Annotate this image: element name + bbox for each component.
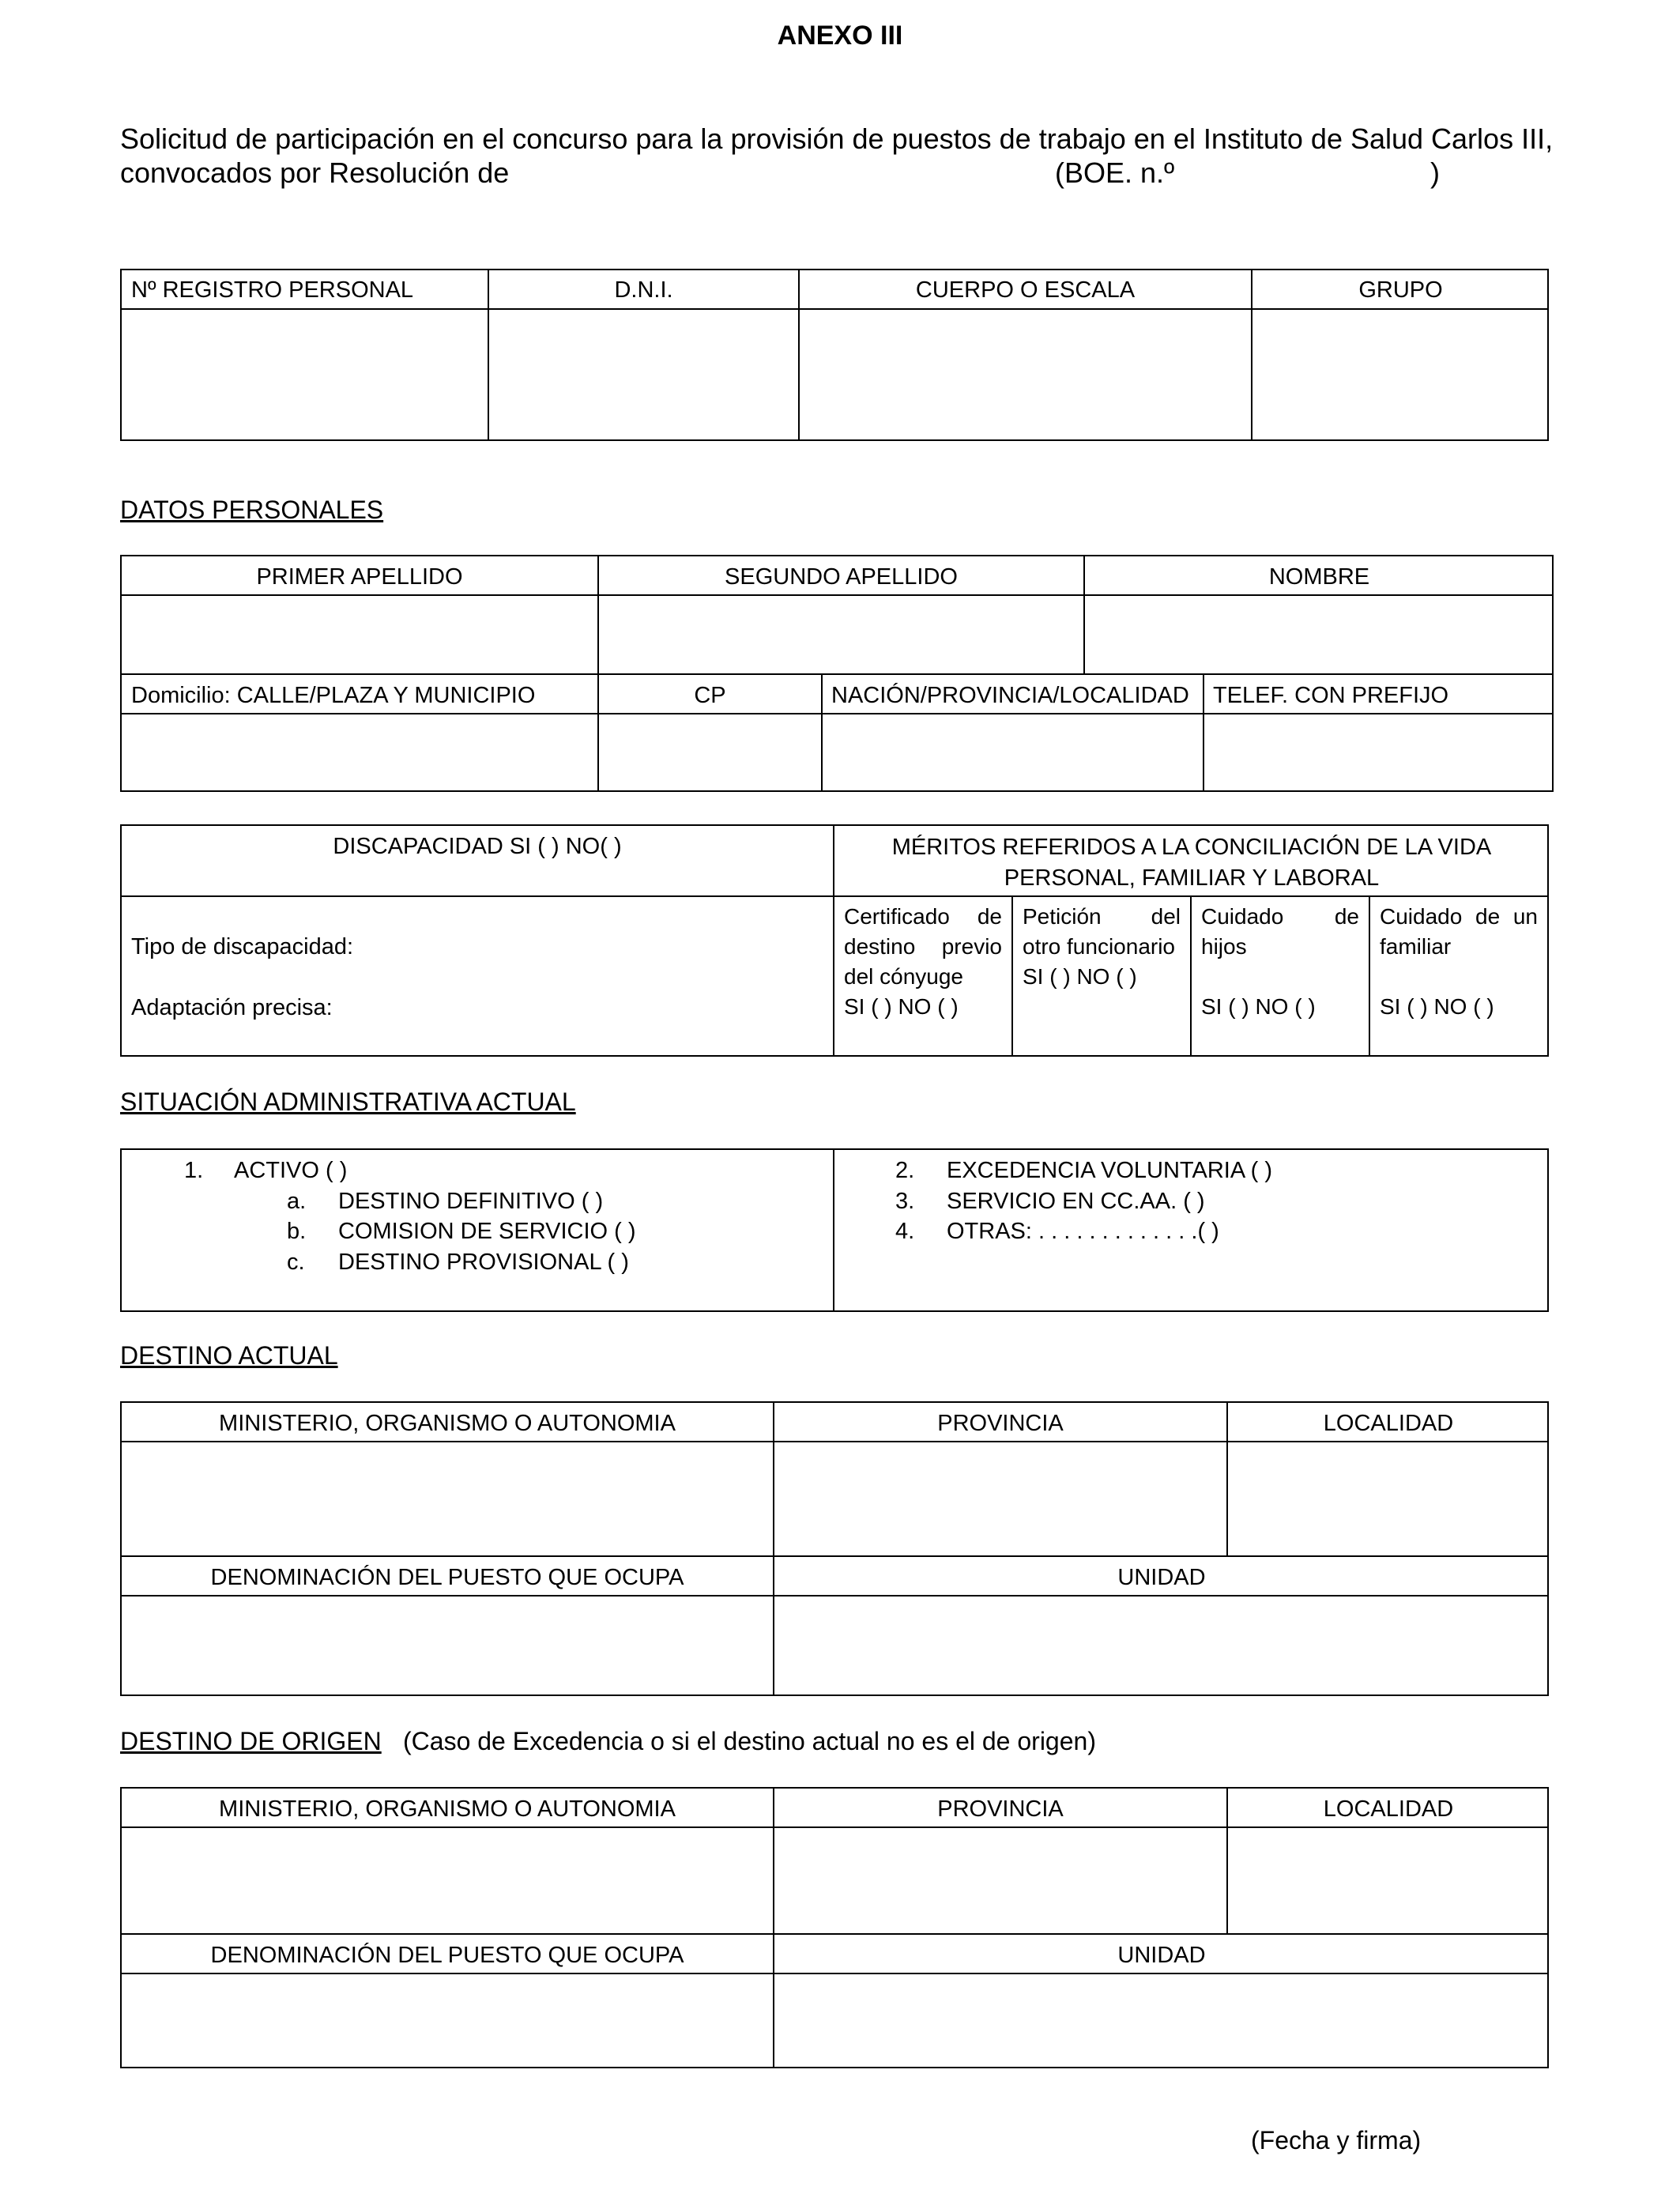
situacion-num-2: 2.	[895, 1158, 915, 1183]
origen-header-ministerio: MINISTERIO, ORGANISMO O AUTONOMIA	[219, 1796, 676, 1822]
situacion-num-a: a.	[287, 1189, 307, 1214]
meritos-header-line-1: MÉRITOS REFERIDOS A LA CONCILIACIÓN DE LA VIDA	[891, 835, 1492, 860]
situacion-otras[interactable]: OTRAS: . . . . . . . . . . . . .( )	[947, 1219, 1219, 1244]
header-domicilio: Domicilio: CALLE/PLAZA Y MUNICIPIO	[131, 683, 536, 708]
origen-localidad-input[interactable]	[1228, 1828, 1547, 1933]
situacion-num-1: 1.	[184, 1158, 204, 1183]
familiar-line-1: Cuidado de un	[1380, 904, 1538, 929]
destino-origen-heading: DESTINO DE ORIGEN	[120, 1727, 382, 1755]
boe-label: (BOE. n.º	[1055, 156, 1175, 189]
actual-header-provincia: PROVINCIA	[937, 1411, 1064, 1436]
hijos-line-1: Cuidado de	[1201, 904, 1359, 929]
situacion-destino-definitivo[interactable]: DESTINO DEFINITIVO ( )	[338, 1189, 604, 1214]
peticion-line-2: otro funcionario	[1023, 934, 1176, 959]
intro-line-1: Solicitud de participación en el concurso para la provisión de puestos de trabajo en el Instituto de Salud Carlos III,	[120, 123, 1554, 155]
header-segundo-apellido: SEGUNDO APELLIDO	[725, 564, 958, 590]
destino-origen-note: (Caso de Excedencia o si el destino actual no es el de origen)	[403, 1727, 1096, 1755]
origen-header-provincia: PROVINCIA	[937, 1796, 1064, 1822]
header-nombre: NOMBRE	[1268, 564, 1370, 590]
meritos-header-line-2: PERSONAL, FAMILIAR Y LABORAL	[1004, 865, 1380, 891]
familiar-line-2: familiar	[1380, 934, 1452, 959]
registro-input[interactable]	[122, 310, 488, 439]
nacion-input[interactable]	[823, 714, 1203, 790]
cuidado-familiar-cell[interactable]	[1380, 902, 1538, 1022]
grupo-input[interactable]	[1252, 310, 1547, 439]
actual-header-localidad: LOCALIDAD	[1323, 1411, 1454, 1436]
intro-line-2: convocados por Resolución de	[120, 156, 510, 189]
hijos-si-no: SI ( ) NO ( )	[1201, 994, 1316, 1019]
origen-puesto-input[interactable]	[122, 1974, 773, 2067]
situacion-num-c: c.	[287, 1250, 305, 1275]
header-cuerpo: CUERPO O ESCALA	[915, 277, 1136, 303]
discapacidad-header: DISCAPACIDAD SI ( ) NO( )	[333, 834, 622, 859]
actual-header-puesto: DENOMINACIÓN DEL PUESTO QUE OCUPA	[210, 1565, 684, 1590]
actual-unidad-input[interactable]	[774, 1596, 1547, 1695]
situacion-num-4: 4.	[895, 1219, 915, 1244]
document-title: ANEXO III	[777, 21, 903, 51]
hijos-line-2: hijos	[1201, 934, 1247, 959]
situacion-activo[interactable]: ACTIVO ( )	[234, 1158, 348, 1183]
actual-localidad-input[interactable]	[1228, 1442, 1547, 1555]
adaptacion-label: Adaptación precisa:	[131, 995, 333, 1020]
telefono-input[interactable]	[1204, 714, 1552, 790]
peticion-funcionario-cell[interactable]	[1023, 902, 1181, 992]
situacion-heading: SITUACIÓN ADMINISTRATIVA ACTUAL	[120, 1088, 576, 1116]
header-grupo: GRUPO	[1358, 277, 1443, 303]
cuidado-hijos-cell[interactable]	[1201, 902, 1359, 1022]
situacion-destino-provisional[interactable]: DESTINO PROVISIONAL ( )	[338, 1250, 629, 1275]
origen-header-unidad: UNIDAD	[1117, 1943, 1206, 1968]
datos-personales-heading: DATOS PERSONALES	[120, 496, 384, 524]
origen-provincia-input[interactable]	[774, 1828, 1226, 1933]
header-dni: D.N.I.	[614, 277, 673, 303]
situacion-excedencia[interactable]: EXCEDENCIA VOLUNTARIA ( )	[947, 1158, 1272, 1183]
primer-apellido-input[interactable]	[122, 596, 597, 673]
peticion-line-1: Petición del	[1023, 904, 1181, 929]
origen-header-localidad: LOCALIDAD	[1323, 1796, 1454, 1822]
actual-provincia-input[interactable]	[774, 1442, 1226, 1555]
header-registro: Nº REGISTRO PERSONAL	[131, 277, 414, 303]
domicilio-input[interactable]	[122, 714, 597, 790]
situacion-servicio-ccaa[interactable]: SERVICIO EN CC.AA. ( )	[947, 1189, 1205, 1214]
origen-header-puesto: DENOMINACIÓN DEL PUESTO QUE OCUPA	[210, 1943, 684, 1968]
fecha-firma: (Fecha y firma)	[1251, 2126, 1422, 2154]
origen-unidad-input[interactable]	[774, 1974, 1547, 2067]
dni-input[interactable]	[489, 310, 798, 439]
meritos-header	[834, 832, 1549, 894]
peticion-si-no: SI ( ) NO ( )	[1023, 964, 1137, 989]
header-primer-apellido: PRIMER APELLIDO	[256, 564, 463, 590]
situacion-num-3: 3.	[895, 1189, 915, 1214]
nombre-input[interactable]	[1085, 596, 1552, 673]
situacion-comision[interactable]: COMISION DE SERVICIO ( )	[338, 1219, 636, 1244]
actual-header-ministerio: MINISTERIO, ORGANISMO O AUTONOMIA	[219, 1411, 676, 1436]
situacion-num-b: b.	[287, 1219, 307, 1244]
tipo-discapacidad-label: Tipo de discapacidad:	[131, 934, 354, 959]
header-nacion: NACIÓN/PROVINCIA/LOCALIDAD	[831, 683, 1189, 708]
certificado-line-3: del cónyuge	[844, 964, 964, 989]
actual-header-unidad: UNIDAD	[1117, 1565, 1206, 1590]
segundo-apellido-input[interactable]	[599, 596, 1083, 673]
cuerpo-input[interactable]	[800, 310, 1251, 439]
destino-actual-heading: DESTINO ACTUAL	[120, 1341, 338, 1370]
header-telefono: TELEF. CON PREFIJO	[1213, 683, 1449, 708]
certificado-conyuge-cell[interactable]	[844, 902, 1002, 1022]
actual-puesto-input[interactable]	[122, 1596, 773, 1695]
certificado-si-no: SI ( ) NO ( )	[844, 994, 959, 1019]
certificado-line-2: destino previo	[844, 934, 1002, 959]
boe-close: )	[1430, 156, 1440, 189]
certificado-line-1: Certificado de	[844, 904, 1002, 929]
header-cp: CP	[694, 683, 726, 708]
origen-ministerio-input[interactable]	[122, 1828, 773, 1933]
cp-input[interactable]	[599, 714, 821, 790]
actual-ministerio-input[interactable]	[122, 1442, 773, 1555]
familiar-si-no: SI ( ) NO ( )	[1380, 994, 1494, 1019]
